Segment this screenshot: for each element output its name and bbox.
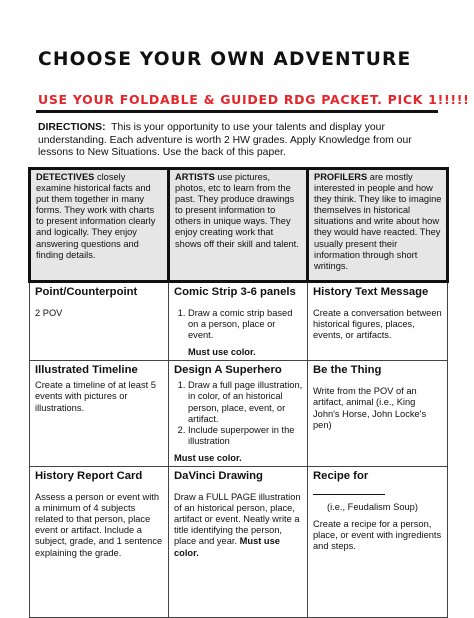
option-title: History Report Card — [35, 470, 143, 483]
intro-label: DETECTIVES — [36, 172, 95, 182]
adventure-grid — [28, 167, 449, 618]
intro-detectives — [30, 169, 169, 282]
intro-label: PROFILERS — [314, 172, 368, 182]
list-item: 1. Draw a full page illustration, in color, of an historical person, place, event, or artifact. — [188, 380, 303, 424]
directions-text: This is your opportunity to use your talents and display your understanding. Each adventure is worth 2 HW grades. Apply Knowledge from our lessons to New Situations. Use the back of this paper. — [38, 122, 412, 159]
option-history-text-message — [308, 282, 448, 361]
recipe-title-text: Recipe for — [313, 470, 369, 483]
intro-text: are mostly interested in people and how they think. They like to imagine themselves in historical situations and write about how they would have reacted. They usually present their information through short writings. — [314, 172, 442, 271]
option-title: Illustrated Timeline — [35, 364, 138, 377]
intro-artists — [169, 169, 308, 282]
option-text: Draw a FULL PAGE illustration of an historical person, place, artifact or event. Neatly write a title identifying the person, place and year. — [174, 492, 301, 547]
option-history-report-card — [30, 467, 169, 618]
intro-text: use pictures, photos, etc to learn from the past. They produce drawings to present information to others in unique ways. They enjoy creating work that shows off their skill and talent. — [175, 172, 299, 249]
page-subtitle: USE YOUR FOLDABLE & GUIDED RDG PACKET. PICK 1!!!!! — [38, 92, 470, 107]
intro-label: ARTISTS — [175, 172, 215, 182]
recipe-blank-line — [313, 483, 385, 495]
recipe-example: (i.e., Feudalism Soup) — [327, 502, 418, 513]
table-row — [30, 282, 448, 361]
list-item: 2. Include superpower in the illustration — [188, 425, 303, 447]
option-recipe — [308, 467, 448, 618]
must-use-color: Must use color. — [174, 536, 280, 558]
option-design-superhero — [169, 361, 308, 467]
option-title: DaVinci Drawing — [174, 470, 263, 483]
option-title: Design A Superhero — [174, 364, 282, 377]
option-text: Assess a person or event with a minimum of 4 subjects related to that person, place event or artifact. Include a subject, grade, and 1 sentence explaining the grade. — [35, 492, 163, 558]
option-be-the-thing — [308, 361, 448, 467]
must-use-color: Must use color. — [174, 452, 242, 463]
page-title: CHOOSE YOUR OWN ADVENTURE — [38, 48, 412, 70]
option-point-counterpoint — [30, 282, 169, 361]
option-text: Create a timeline of at least 5 events with pictures or illustrations. — [35, 380, 156, 413]
option-title: Be the Thing — [313, 364, 382, 377]
option-text: 2 POV — [35, 308, 63, 318]
option-comic-strip — [169, 282, 308, 361]
option-illustrated-timeline — [30, 361, 169, 467]
intro-row — [30, 169, 448, 282]
directions-paragraph — [38, 122, 440, 160]
option-title — [313, 470, 443, 499]
option-text: Create a conversation between historical figures, places, events, or artifacts. — [313, 308, 442, 341]
option-list — [174, 308, 303, 341]
option-title: Point/Counterpoint — [35, 286, 138, 298]
intro-text: closely examine historical facts and put them together in many forms. They work with charts to present information clearly and logically. They enjoy answering questions and finding details. — [36, 172, 156, 260]
table-row — [30, 467, 448, 618]
option-text: Write from the POV of an artifact, animal (i.e., King John's Horse, John Locke's pen) — [313, 386, 427, 430]
subtitle-underline — [36, 110, 438, 113]
option-title: History Text Message — [313, 286, 429, 298]
option-text: Create a recipe for a person, place, or event with ingredients and steps. — [313, 519, 442, 552]
option-title: Comic Strip 3-6 panels — [174, 286, 296, 298]
directions-label: DIRECTIONS: — [38, 122, 106, 133]
option-davinci-drawing — [169, 467, 308, 618]
table-row — [30, 361, 448, 467]
intro-profilers — [308, 169, 448, 282]
option-list — [174, 380, 303, 447]
must-use-color: Must use color. — [188, 347, 256, 358]
list-item: 1. Draw a comic strip based on a person, place or event. — [188, 308, 303, 341]
